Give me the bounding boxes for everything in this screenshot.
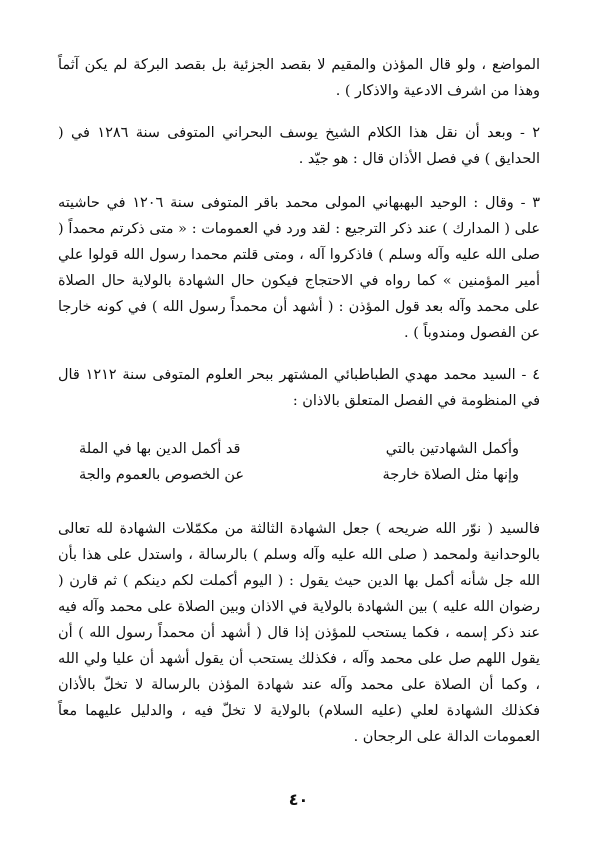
spacer <box>58 104 540 120</box>
page-number: ٤٠ <box>288 790 309 809</box>
spacer <box>58 172 540 190</box>
poem-hemistich-left: قد أكمل الدين بها في الملة <box>79 441 241 457</box>
spacer <box>58 488 540 516</box>
paragraph-commentary: فالسيد ( نوّر الله ضريحه ) جعل الشهادة الثالثة من مكمّلات الشهادة لله تعالى بالوحدانية ولمحمد ( صلى الله عليه وآله وسلم ) بالرسالة ، واستدل على هذا بأن الله جل شأنه أكمل بها الدين حيث يقول : ( اليوم أكملت لكم دينكم ) ثم قارن ( رضوان الله عليه ) بين الشهادة بالولاية في الاذان وبين الصلاة على محمد وآله فيه عند ذكر إسمه ، فكما يستحب للمؤذن إذا قال ( أشهد أن محمداً رسول الله ) أن يقول اللهم صل على محمد وآله ، فكذلك يستحب أن يقول أشهد أن عليا ولي الله ، وكما أن الصلاة على محمد وآله عند شهادة المؤذن بالرسالة لا تخلّ بالأذان فكذلك الشهادة لعلي (عليه السلام) بالولاية لا تخلّ فيه ، والدليل عليهما معاً العمومات الدالة على الرجحان . <box>58 521 540 745</box>
spacer <box>58 346 540 362</box>
paragraph-4: ٤ - السيد محمد مهدي الطباطبائي المشتهر ببحر العلوم المتوفى سنة ١٢١٢ قال في المنظومة في الفصل المتعلق بالاذان : <box>58 367 541 409</box>
poem-verse <box>79 462 519 488</box>
poem-hemistich-left: عن الخصوص بالعموم والجة <box>79 467 244 483</box>
paragraph-continuation: المواضع ، ولو قال المؤذن والمقيم لا بقصد الجزئية بل بقصد البركة لم يكن آثماً وهذا من اشرف الادعية والاذكار ) . <box>58 57 540 99</box>
paragraph-2: ٢ - وبعد أن نقل هذا الكلام الشيخ يوسف البحراني المتوفى سنة ١٢٨٦ في ( الحدايق ) في فصل الأذان قال : هو جيّد . <box>58 125 540 167</box>
page-body <box>58 52 540 750</box>
poem-hemistich-right: وأكمل الشهادتين بالتي <box>385 441 519 457</box>
poem-block <box>79 436 519 488</box>
poem-hemistich-right: وإنها مثل الصلاة خارجة <box>382 467 519 483</box>
spacer <box>58 414 540 436</box>
paragraph-3: ٣ - وقال : الوحيد البهبهاني المولى محمد باقر المتوفى سنة ١٢٠٦ في حاشيته على ( المدارك ) عند ذكر الترجيع : لقد ورد في العمومات : « متى ذكرتم محمداً ( صلى الله عليه وآله وسلم ) فاذكروا آله ، ومتى قلتم محمدا رسول الله قولوا علي أمير المؤمنين » كما رواه في الاحتجاج فيكون حال الشهادة بالولاية حال الصلاة على محمد وآله بعد قول المؤذن : ( أشهد أن محمداً رسول الله ) في كونه خارجا عن الفصول ومندوباً ) . <box>58 195 541 341</box>
poem-verse <box>79 436 519 462</box>
